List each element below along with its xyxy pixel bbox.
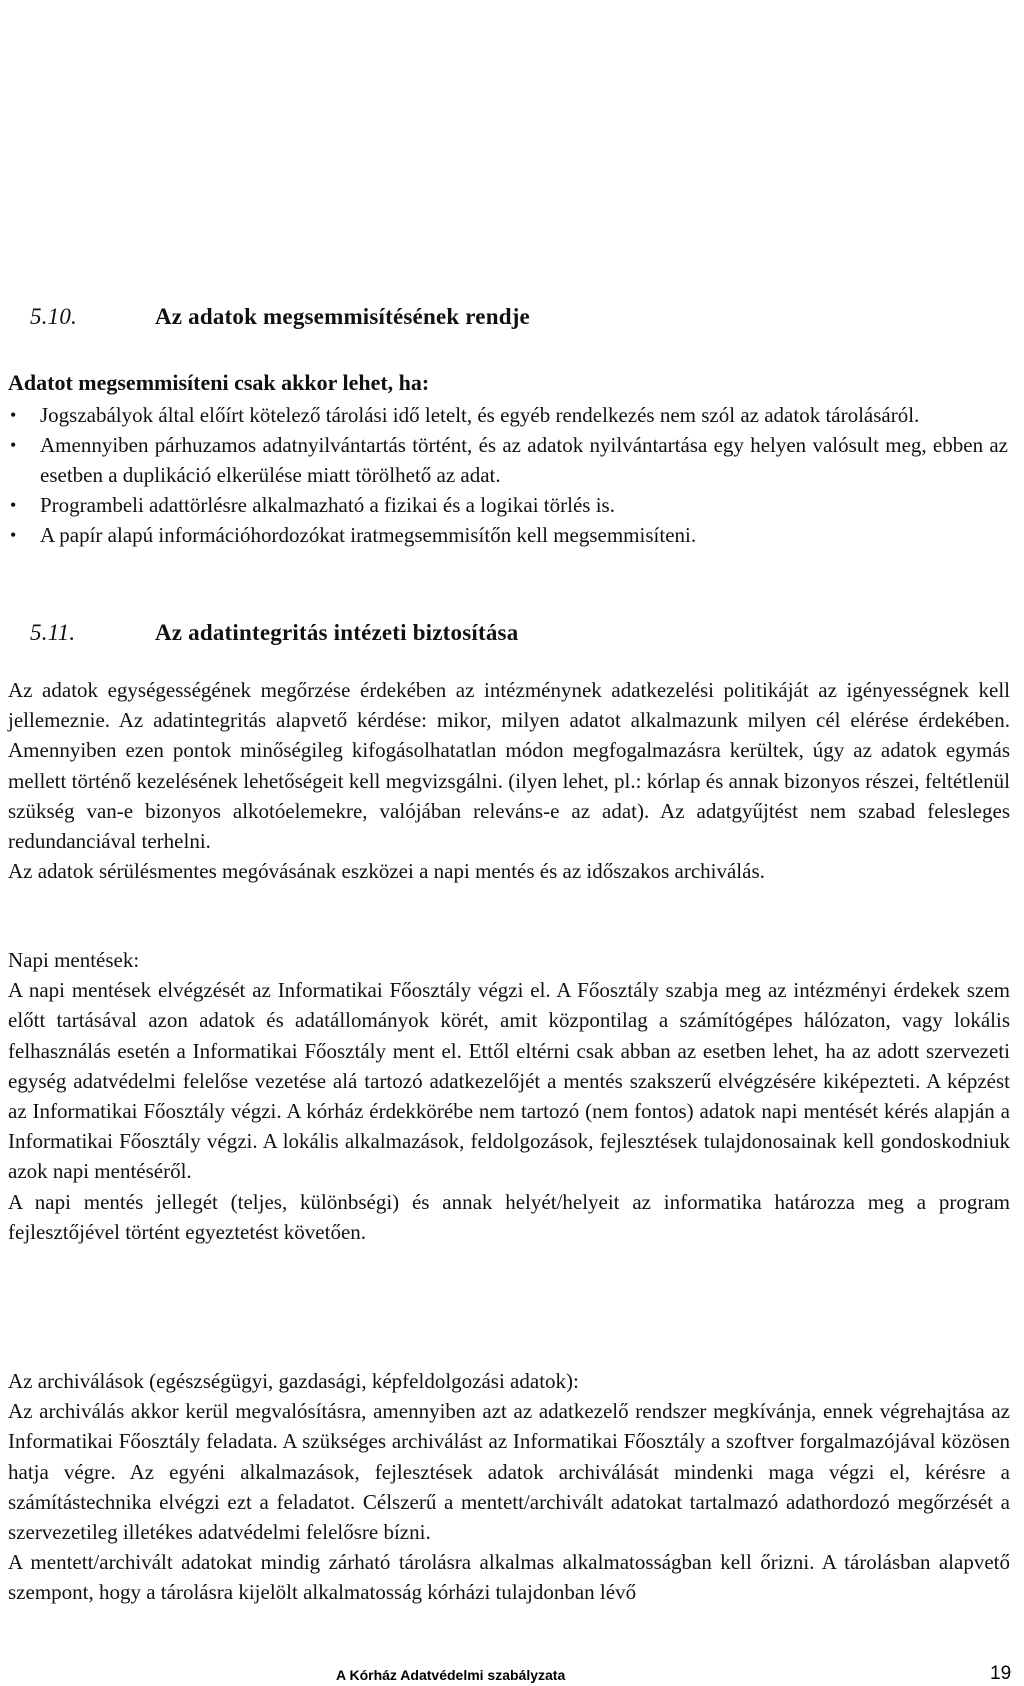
paragraph-heading: Az archiválások (egészségügyi, gazdasági, képfeldolgozási adatok): xyxy=(8,1369,579,1393)
section-heading-5-11 xyxy=(30,620,518,646)
integrity-text xyxy=(8,675,1010,886)
footer-title: A Kórház Adatvédelmi szabályzata xyxy=(336,1667,566,1683)
page-number: 19 xyxy=(990,1663,1012,1684)
paragraph: A napi mentések elvégzését az Informatikai Főosztály végzi el. A Főosztály szabja meg az intézményi érdekek szem előtt tartásával azon adatok és adatállományok körét, amit központilag a számítógépes hálózaton, vagy lokális felhasználás esetén a Informatikai Főosztály ment el. Ettől eltérni csak abban az esetben lehet, ha az adott szervezeti egység adatvédelmi felelőse vezetése alá tartozó adatkezelőjét a mentés szakszerű elvégzésére kiképezteti. A képzést az Informatikai Főosztály végzi. A kórház érdekkörébe nem tartozó (nem fontos) adatok napi mentését kérés alapján a Informatikai Főosztály végzi. A lokális alkalmazások, feldolgozások, fejlesztések tulajdonosainak kell gondoskodniuk azok napi mentéséről. xyxy=(8,978,1010,1184)
paragraph-heading: Napi mentések: xyxy=(8,948,140,972)
paragraph: Az adatok egységességének megőrzése érdekében az intézménynek adatkezelési politikáját az igényességnek kell jellemeznie. Az adatintegritás alapvető kérdése: mikor, milyen adatot alkalmazunk milyen cél elérése érdekében. Amennyiben ezen pontok minőségileg kifogásolhatatlan módon megfogalmazásra kerültek, úgy az adatok egymás mellett történő kezelésének lehetőségeit kell megvizsgálni. (ilyen lehet, pl.: kórlap és annak bizonyos részei, feltétlenül szükség van-e bizonyos alkotóelemekre, valójában releváns-e az adat). Az adatgyűjtést nem szabad felesleges redundanciával terhelni. xyxy=(8,678,1010,854)
daily-backup-text xyxy=(8,945,1010,1247)
section-title: Az adatok megsemmisítésének rendje xyxy=(155,304,530,329)
archiving-text xyxy=(8,1366,1010,1608)
section-heading-5-10 xyxy=(30,304,530,330)
paragraph: Az archiválás akkor kerül megvalósításra, amennyiben azt az adatkezelő rendszer megkívánja, ennek végrehajtása az Informatikai Főosztály feladata. A szükséges archiválást az Informatikai Főosztály a szoftver forgalmazójával közösen hatja végre. Az egyéni alkalmazások, fejlesztések adatok archiválását mindenki maga végzi el, kérésre a számítástechnika elvégzi ezt a feladatot. Célszerű a mentett/archivált adatokat tartalmazó adathordozó megőrzését a szervezetileg illetékes adatvédelmi felelősre bízni. xyxy=(8,1399,1010,1545)
section-title: Az adatintegritás intézeti biztosítása xyxy=(155,620,519,645)
conditions-list xyxy=(8,400,1008,550)
section-number: 5.11. xyxy=(30,620,76,645)
paragraph: A napi mentés jellegét (teljes, különbségi) és annak helyét/helyeit az informatika határozza meg a program fejlesztőjével történt egyeztetést követően. xyxy=(8,1189,1010,1244)
list-item: • Jogszabályok által előírt kötelező tárolási idő letelt, és egyéb rendelkezés nem szól az adatok tárolásáról. xyxy=(8,400,1008,430)
list-item: • Programbeli adattörlésre alkalmazható a fizikai és a logikai törlés is. xyxy=(8,490,1008,520)
list-item: • A papír alapú információhordozókat iratmegsemmisítőn kell megsemmisíteni. xyxy=(8,520,1008,550)
section-number: 5.10. xyxy=(30,304,77,329)
paragraph: A mentett/archivált adatokat mindig zárható tárolásra alkalmas alkalmatosságban kell őrizni. A tárolásban alapvető szempont, hogy a tárolásra kijelölt alkalmatosság kórházi tulajdonban lévő xyxy=(8,1550,1010,1605)
subheading-conditions: Adatot megsemmisíteni csak akkor lehet, ha: xyxy=(8,370,430,395)
list-item: • Amennyiben párhuzamos adatnyilvántartás történt, és az adatok nyilvántartása egy helyen valósult meg, ebben az esetben a duplikáció elkerülése miatt törölhető az adat. xyxy=(8,430,1008,490)
paragraph: Az adatok sérülésmentes megóvásának eszközei a napi mentés és az időszakos archiválás. xyxy=(8,859,765,884)
